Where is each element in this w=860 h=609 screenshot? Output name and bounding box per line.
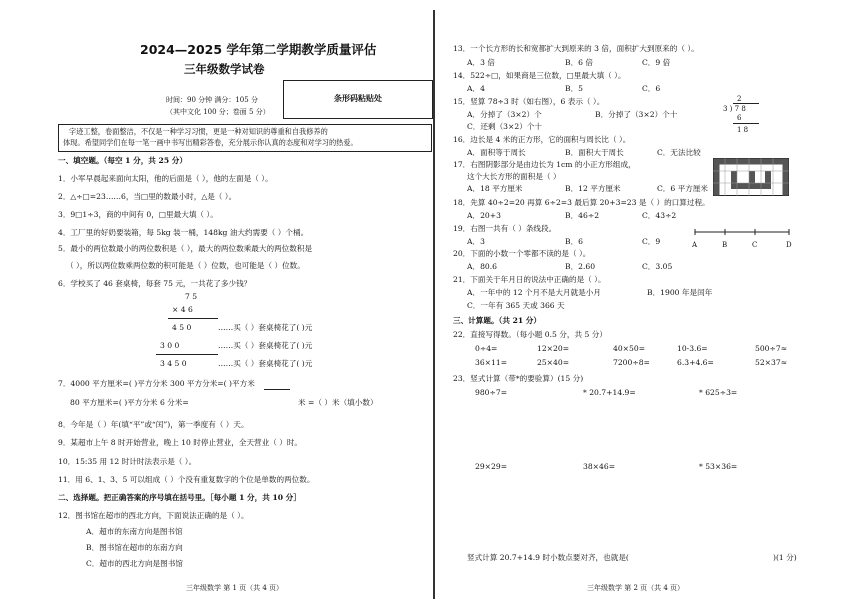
question-18-option-b: B．46÷2 (565, 211, 600, 220)
question-15: 15．竖算 78÷3 时（如右图），6 表示（ ）。 (453, 97, 605, 106)
oral-calc-10: 52×37≈ (755, 358, 788, 367)
page-2 (437, 0, 860, 609)
question-22: 22．直接写得数。（每小题 0.5 分，共 5 分） (453, 330, 607, 339)
page-1-footer: 三年级数学 第 1 页（共 4 页） (186, 584, 284, 592)
oral-calc-7: 25×40= (537, 358, 570, 367)
vertical-calc-3: * 625÷3= (699, 388, 738, 397)
section-3-heading: 三、计算题。（共 21 分） (453, 316, 541, 325)
question-18-option-c: C．43÷2 (642, 211, 677, 220)
oral-calc-9: 6.3+4.6= (677, 358, 714, 367)
shaded-rectangle-figure (713, 158, 789, 196)
question-7-line-2: 80 平方厘米=( )平方分米 6 分米= (70, 398, 189, 407)
question-10: 10．15:35 用 12 时计时法表示是（ ）。 (58, 457, 197, 466)
exam-score-note: （其中文化 100 分；卷面 5 分） (166, 108, 270, 116)
segment-point-a: A (692, 241, 698, 249)
question-21: 21．下面关于年月日的说法中正确的是（ ）。 (453, 275, 606, 284)
vertical-calc-1: 980÷7= (475, 388, 508, 397)
question-14-option-a: A．4 (467, 84, 485, 93)
calc-rule-2 (156, 354, 218, 355)
question-17-option-b: B．12 平方厘米 (565, 184, 621, 193)
calc-row-3-note: ……买（ ）套桌椅花了( )元 (218, 323, 313, 332)
question-17-option-a: A．18 平方厘米 (467, 184, 523, 193)
question-14-option-c: C．6 (642, 84, 661, 93)
question-19-option-b: B．6 (565, 237, 584, 246)
question-20-option-a: A．80.6 (467, 262, 497, 271)
question-12-option-a: A．超市的东南方向是图书馆 (86, 527, 183, 536)
question-2: 2．△÷□=23……6，当□里的数最小时，△是（ ）。 (58, 192, 237, 201)
question-8: 8．今年是（ ）年(填“平”或“闰”)，第一季度有（ ）天。 (58, 420, 249, 429)
question-9: 9．某超市上午 8 时开始营业，晚上 10 时停止营业，全天营业（ ）时。 (58, 438, 303, 447)
calc-row-1: 7 5 (185, 292, 198, 301)
question-12-option-c: C．超市的西北方向是图书馆 (86, 559, 183, 568)
barcode-label: 条形码粘贴处 (334, 93, 382, 103)
question-15-option-a: A．分掉了（3×2）个 (467, 110, 542, 119)
question-13-option-b: B．6 倍 (565, 58, 594, 67)
calc-rule-1 (168, 318, 218, 319)
decimal-alignment-note: 竖式计算 20.7+14.9 时小数点要对齐，也就是( (467, 553, 629, 562)
section-2-heading: 二、选择题。把正确答案的序号填在括号里。［每小题 1 分，共 10 分］ (58, 493, 301, 502)
section-1-heading: 一、填空题。（每空 1 分，共 25 分） (58, 156, 187, 165)
question-15-option-b: B．分掉了（3×2）个十 (595, 110, 678, 119)
question-14-option-b: B．5 (565, 84, 584, 93)
question-1: 1．小军早晨起来面向太阳，他的后面是（ ），他的左面是（ ）。 (58, 174, 273, 183)
question-16-option-a: A．面积等于周长 (467, 148, 526, 157)
vertical-calc-6: * 53×36= (699, 462, 738, 471)
page-2-footer: 三年级数学 第 2 页（共 4 页） (587, 584, 685, 592)
question-17-line-2: 这个大长方形的面积是（ ） (467, 172, 561, 181)
segment-point-c: C (752, 241, 758, 249)
question-6: 6．学校买了 46 套桌椅，每套 75 元，一共花了多少钱？ (58, 279, 252, 288)
oral-calc-5: 500÷7≈ (755, 344, 788, 353)
oral-calc-8: 7200÷8= (613, 358, 650, 367)
vertical-calc-5: 38×46= (583, 462, 616, 471)
question-20-option-c: C．3.05 (642, 262, 673, 271)
question-7-line-1: 7．4000 平方厘米=( )平方分米 300 平方分米=( )平方米 (58, 379, 255, 388)
question-21-option-a: A．一年中的 12 个月不是大月就是小月 (467, 288, 601, 297)
calc-row-4: 3 0 0 (160, 341, 180, 350)
question-5-line-1: 5．最小的两位数最小的两位数积是（ ），最大的两位数乘最大的两位数积是 (58, 244, 313, 253)
question-4: 4．工厂里的好奶要装箱，每 5kg 装一桶，148kg 油大约需要（ ）个桶。 (58, 228, 309, 237)
oral-calc-1: 0÷4= (475, 344, 498, 353)
exam-subtitle: 三年级数学试卷 (184, 62, 265, 76)
division-bar (733, 103, 759, 104)
motto-line-2: 体现。希望同学们在每一笔一画中书写出精彩答卷，充分展示你认真的态度和对学习的热爱。 (63, 138, 358, 147)
question-14: 14．522÷□，如果商是三位数，□里最大填（ ）。 (453, 71, 626, 80)
oral-calc-4: 10-3.6= (677, 344, 708, 353)
question-18-option-a: A．20+3 (467, 211, 501, 220)
division-remainder: 1 8 (737, 126, 749, 134)
motto-line-1: 字迹工整，卷面整洁，不仅是一种学习习惯，更是一种对知识的尊重和自我修养的 (69, 127, 328, 136)
division-quotient: 2 (737, 95, 742, 103)
question-21-option-c: C．一年有 365 天或 366 天 (467, 301, 565, 310)
question-18: 18．先算 40÷2=20 再算 6÷2=3 最后算 20+3=23 是（ ）的口算过程。 (453, 198, 710, 207)
question-7-line-2-tail: 米 =（ ）米（填小数） (298, 398, 378, 407)
division-product: 6 (737, 114, 742, 122)
question-13: 13．一个长方形的长和宽都扩大到原来的 3 倍，面积扩大到原来的（ ）。 (453, 44, 699, 53)
question-15-option-c: C．还剩（3×2）个十 (467, 122, 542, 131)
oral-calc-6: 36×11= (475, 358, 508, 367)
segment-point-b: B (722, 241, 728, 249)
division-expression: 3 ) 7 8 (723, 105, 746, 113)
calc-row-2: × 4 6 (172, 305, 193, 314)
question-21-option-b: B．1900 年是闰年 (647, 288, 713, 297)
question-5-line-2: （ ），所以两位数乘两位数的积可能是（ ）位数，也可能是（ ）位数。 (66, 261, 305, 270)
question-20-option-b: B．2.60 (565, 262, 596, 271)
calc-row-5-note: ……买（ ）套桌椅花了( )元 (218, 359, 313, 368)
calc-row-4-note: ……买（ ）套桌椅花了( )元 (218, 341, 313, 350)
decimal-alignment-note-tail: )(1 分) (773, 553, 797, 562)
oral-calc-2: 12×20= (537, 344, 570, 353)
barcode-area (283, 80, 433, 119)
question-16: 16．边长是 4 米的正方形，它的面积与周长比（ ）。 (453, 135, 631, 144)
question-12-option-b: B．图书馆在超市的东南方向 (86, 543, 183, 552)
question-11: 11．用 6、1、3、5 可以组成（ ）个没有重复数字的个位是单数的两位数。 (58, 475, 315, 484)
page-divider (433, 10, 435, 599)
question-13-option-a: A．3 倍 (467, 58, 495, 67)
fraction-bar (264, 389, 290, 390)
exam-title: 2024—2025 学年第二学期教学质量评估 (140, 42, 377, 57)
question-23: 23．竖式计算（带*的要验算）(15 分) (453, 374, 584, 383)
calc-row-3: 4 5 0 (172, 323, 192, 332)
segment-point-d: D (786, 241, 792, 249)
question-16-option-c: C．无法比较 (657, 148, 701, 157)
question-19-option-c: C．9 (642, 237, 661, 246)
line-segment-figure (693, 228, 793, 240)
exam-time: 时间：90 分钟 满分：105 分 (166, 96, 258, 104)
oral-calc-3: 40×50= (613, 344, 646, 353)
motto-box (58, 124, 432, 152)
calc-row-5: 3 4 5 0 (160, 359, 187, 368)
question-17-option-c: C．6 平方厘米 (657, 184, 709, 193)
division-rule (733, 123, 759, 124)
vertical-calc-4: 29×29= (475, 462, 508, 471)
question-12: 12．图书馆在超市的西北方向，下面说法正确的是（ ）。 (58, 511, 249, 520)
question-19-option-a: A．3 (467, 237, 485, 246)
vertical-calc-2: * 20.7+14.9= (583, 388, 636, 397)
question-13-option-c: C．9 倍 (642, 58, 671, 67)
question-16-option-b: B．面积大于周长 (565, 148, 624, 157)
question-3: 3．9□1÷3，商的中间有 0，□里最大填（ ）。 (58, 210, 218, 219)
question-17-line-1: 17．右图阴影部分是由边长为 1cm 的小正方形组成， (453, 160, 636, 169)
question-19: 19．右图一共有（ ）条线段。 (453, 224, 557, 233)
question-20: 20．下面的小数一个零都不读的是（ ）。 (453, 249, 591, 258)
